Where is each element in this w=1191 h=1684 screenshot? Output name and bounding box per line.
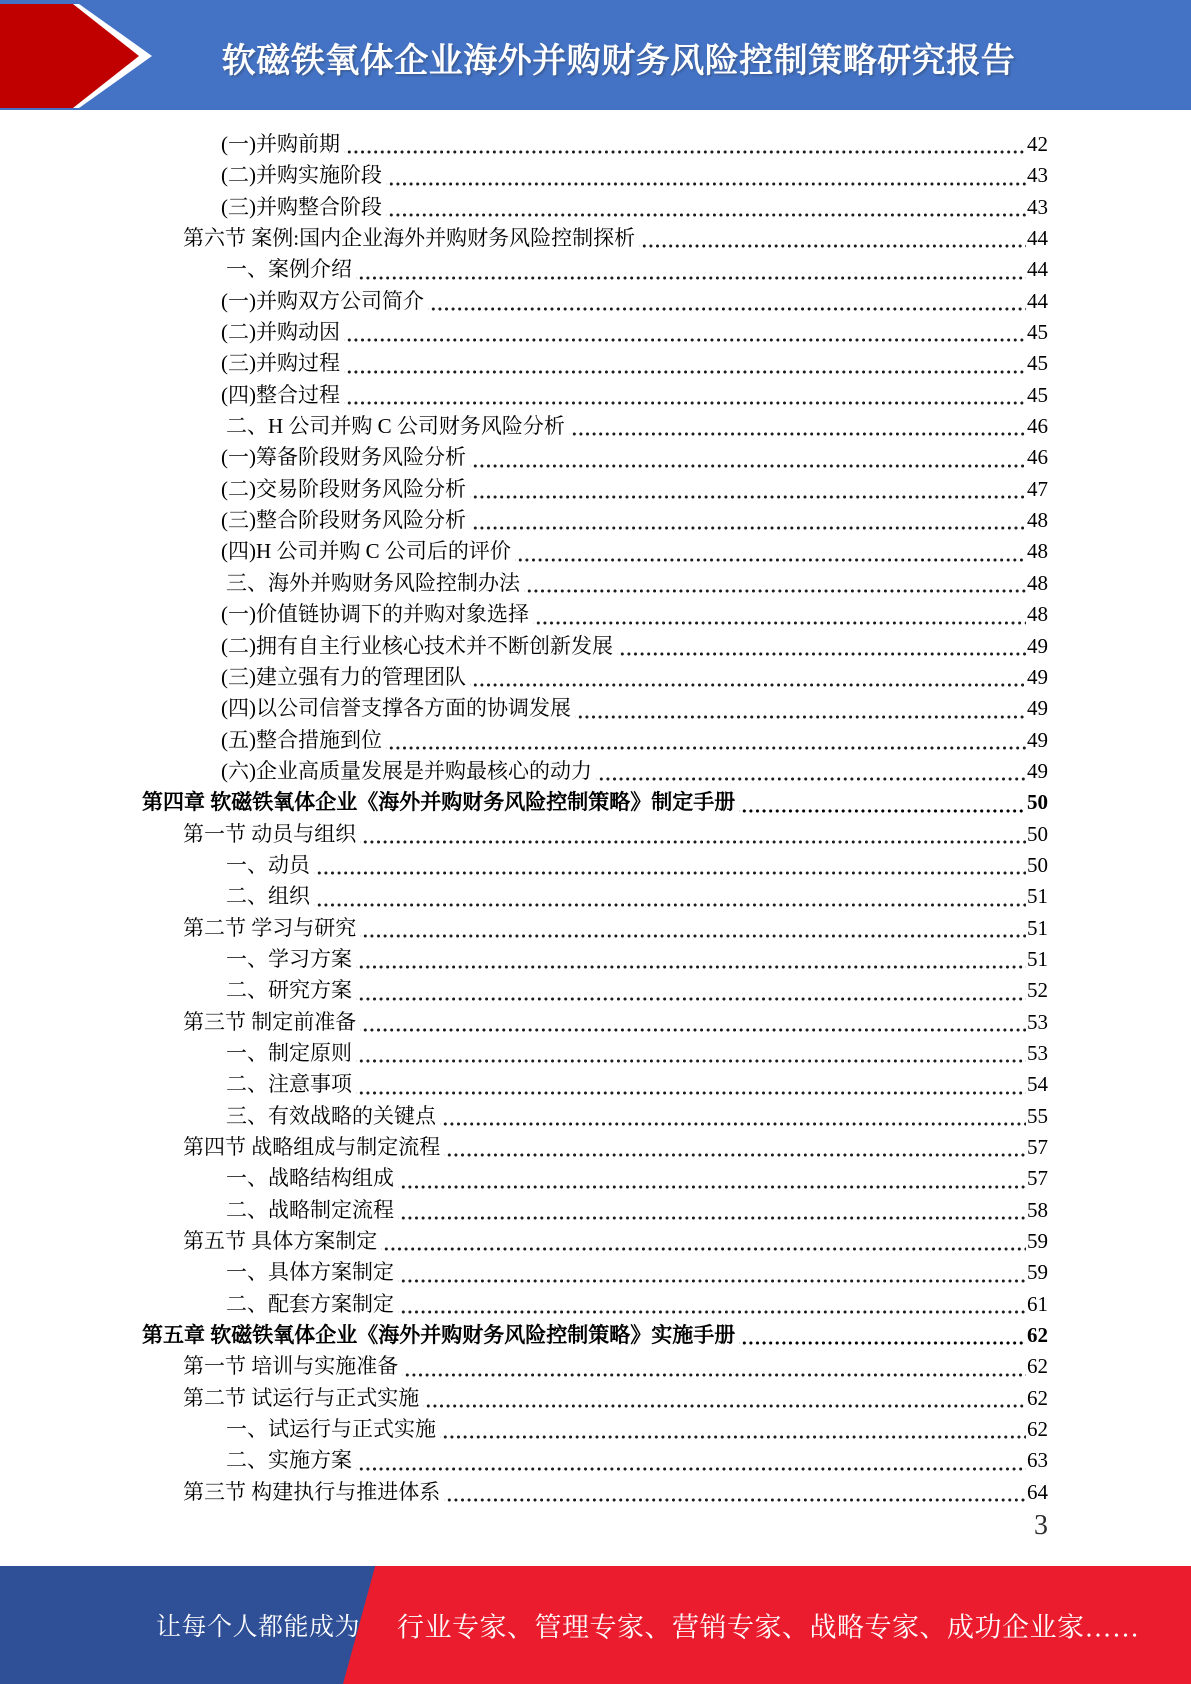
toc-leader-dots bbox=[356, 254, 1026, 285]
toc-leader-dots bbox=[356, 944, 1026, 975]
toc-page-number: 47 bbox=[1027, 476, 1048, 501]
toc-entry-label: (三)并购整合阶段 bbox=[221, 194, 382, 219]
toc-entry[interactable] bbox=[0, 1069, 1048, 1100]
toc-leader-dots bbox=[428, 286, 1026, 317]
toc-entry-label: (五)整合措施到位 bbox=[221, 727, 382, 752]
toc-entry-label: 三、有效战略的关键点 bbox=[226, 1103, 436, 1128]
toc-leader-dots bbox=[360, 819, 1026, 850]
toc-leader-dots bbox=[356, 1445, 1026, 1476]
toc-leader-dots bbox=[617, 631, 1026, 662]
toc-entry[interactable] bbox=[0, 1351, 1048, 1382]
toc-leader-dots bbox=[440, 1101, 1026, 1132]
toc-page-number: 62 bbox=[1027, 1323, 1048, 1348]
toc-page-number: 49 bbox=[1027, 633, 1048, 658]
toc-page-number: 62 bbox=[1027, 1354, 1048, 1379]
toc-entry-label: 一、战略结构组成 bbox=[226, 1166, 394, 1191]
toc-entry[interactable] bbox=[0, 474, 1048, 505]
toc-entry-label: 第五节 具体方案制定 bbox=[183, 1229, 378, 1254]
toc-entry[interactable] bbox=[0, 129, 1048, 160]
toc-leader-dots bbox=[470, 505, 1026, 536]
toc-entry-label: (一)并购双方公司简介 bbox=[221, 288, 424, 313]
toc-leader-dots bbox=[398, 1257, 1026, 1288]
toc-entry-label: 二、研究方案 bbox=[226, 978, 352, 1003]
toc-page-number: 45 bbox=[1027, 382, 1048, 407]
toc-page-number: 64 bbox=[1027, 1479, 1048, 1504]
toc-entry[interactable] bbox=[0, 286, 1048, 317]
toc-page-number: 63 bbox=[1027, 1448, 1048, 1473]
toc-page-number: 45 bbox=[1027, 320, 1048, 345]
toc-entry[interactable] bbox=[0, 254, 1048, 285]
toc-leader-dots bbox=[356, 1038, 1026, 1069]
toc-entry-label: (三)并购过程 bbox=[221, 351, 340, 376]
toc-entry[interactable] bbox=[0, 850, 1048, 881]
toc-entry[interactable] bbox=[0, 160, 1048, 191]
toc-page-number: 59 bbox=[1027, 1229, 1048, 1254]
toc-leader-dots bbox=[596, 756, 1026, 787]
toc-entry-label: 一、具体方案制定 bbox=[226, 1260, 394, 1285]
toc-page-number: 44 bbox=[1027, 257, 1048, 282]
toc-leader-dots bbox=[360, 913, 1026, 944]
toc-entry[interactable] bbox=[0, 944, 1048, 975]
toc-page-number: 52 bbox=[1027, 978, 1048, 1003]
toc-leader-dots bbox=[386, 192, 1026, 223]
toc-entry-label: 二、战略制定流程 bbox=[226, 1197, 394, 1222]
toc-page-number: 54 bbox=[1027, 1072, 1048, 1097]
toc-page-number: 51 bbox=[1027, 915, 1048, 940]
page-number: 3 bbox=[1034, 1510, 1048, 1541]
toc-entry[interactable] bbox=[0, 1038, 1048, 1069]
toc-leader-dots bbox=[314, 850, 1026, 881]
toc-leader-dots bbox=[440, 1414, 1026, 1445]
toc-list bbox=[0, 129, 1048, 1508]
toc-leader-dots bbox=[444, 1132, 1026, 1163]
toc-leader-dots bbox=[423, 1383, 1026, 1414]
toc-page-number: 62 bbox=[1027, 1417, 1048, 1442]
toc-entry-label: (二)并购动因 bbox=[221, 320, 340, 345]
toc-leader-dots bbox=[739, 1320, 1026, 1351]
toc-page-number: 53 bbox=[1027, 1040, 1048, 1065]
toc-entry-label: (四)整合过程 bbox=[221, 382, 340, 407]
toc-entry-label: (二)拥有自主行业核心技术并不断创新发展 bbox=[221, 633, 613, 658]
toc-page-number: 58 bbox=[1027, 1197, 1048, 1222]
toc-entry[interactable] bbox=[0, 881, 1048, 912]
toc-page-number: 48 bbox=[1027, 539, 1048, 564]
toc-entry[interactable] bbox=[0, 819, 1048, 850]
toc-entry[interactable] bbox=[0, 1477, 1048, 1508]
footer-slogan-left: 让每个人都能成为 bbox=[156, 1614, 361, 1641]
toc-entry[interactable] bbox=[0, 1195, 1048, 1226]
toc-entry-label: 二、配套方案制定 bbox=[226, 1291, 394, 1316]
toc-leader-dots bbox=[344, 317, 1026, 348]
toc-leader-dots bbox=[739, 787, 1026, 818]
toc-leader-dots bbox=[386, 725, 1026, 756]
toc-page-number: 57 bbox=[1027, 1135, 1048, 1159]
toc-entry-label: (三)整合阶段财务风险分析 bbox=[221, 508, 466, 533]
toc-leader-dots bbox=[533, 599, 1026, 630]
toc-entry-label: (一)筹备阶段财务风险分析 bbox=[221, 445, 466, 470]
toc-entry-label: 第六节 案例:国内企业海外并购财务风险控制探析 bbox=[183, 226, 636, 251]
toc-leader-dots bbox=[569, 411, 1026, 442]
toc-entry-label: 第二节 学习与研究 bbox=[183, 915, 357, 940]
toc-entry-label: 第五章 软磁铁氧体企业《海外并购财务风险控制策略》实施手册 bbox=[142, 1323, 736, 1348]
toc-entry[interactable] bbox=[0, 1257, 1048, 1288]
toc-page-number: 55 bbox=[1027, 1103, 1048, 1128]
toc-entry[interactable] bbox=[0, 1445, 1048, 1476]
toc-page-number: 48 bbox=[1027, 508, 1048, 533]
toc-entry-label: 一、试运行与正式实施 bbox=[226, 1417, 436, 1442]
toc-leader-dots bbox=[398, 1163, 1026, 1194]
toc-entry[interactable] bbox=[0, 1289, 1048, 1320]
toc-page-number: 43 bbox=[1027, 194, 1048, 219]
toc-entry[interactable] bbox=[0, 442, 1048, 473]
toc-page-number: 44 bbox=[1027, 288, 1048, 313]
toc-entry[interactable] bbox=[0, 1101, 1048, 1132]
toc-leader-dots bbox=[398, 1195, 1026, 1226]
toc-leader-dots bbox=[639, 223, 1026, 254]
toc-entry[interactable] bbox=[0, 1163, 1048, 1194]
toc-entry-label: 二、H 公司并购 C 公司财务风险分析 bbox=[226, 414, 565, 439]
toc-leader-dots bbox=[444, 1477, 1026, 1508]
toc-entry[interactable] bbox=[0, 317, 1048, 348]
toc-entry-label: (一)并购前期 bbox=[221, 132, 340, 156]
toc-entry-label: 第一节 动员与组织 bbox=[183, 821, 357, 846]
toc-leader-dots bbox=[575, 693, 1026, 724]
toc-entry[interactable] bbox=[0, 380, 1048, 411]
toc-entry-label: 第三节 制定前准备 bbox=[183, 1009, 357, 1034]
toc-entry[interactable] bbox=[0, 631, 1048, 662]
toc-entry[interactable] bbox=[0, 1320, 1048, 1351]
toc-entry[interactable] bbox=[0, 1132, 1048, 1163]
toc-entry-label: (四)以公司信誉支撑各方面的协调发展 bbox=[221, 696, 571, 721]
toc-leader-dots bbox=[470, 474, 1026, 505]
toc-page-number: 62 bbox=[1027, 1385, 1048, 1410]
toc-leader-dots bbox=[386, 160, 1026, 191]
toc-entry[interactable] bbox=[0, 725, 1048, 756]
toc-page-number: 53 bbox=[1027, 1009, 1048, 1034]
toc-leader-dots bbox=[398, 1289, 1026, 1320]
toc-entry[interactable] bbox=[0, 1414, 1048, 1445]
toc-entry[interactable] bbox=[0, 662, 1048, 693]
toc-entry-label: (二)交易阶段财务风险分析 bbox=[221, 476, 466, 501]
toc-entry-label: 第二节 试运行与正式实施 bbox=[183, 1385, 420, 1410]
toc-leader-dots bbox=[344, 129, 1026, 160]
toc-entry-label: 第四节 战略组成与制定流程 bbox=[183, 1135, 441, 1159]
toc-page-number: 48 bbox=[1027, 570, 1048, 595]
toc-leader-dots bbox=[470, 662, 1026, 693]
toc-page-number: 61 bbox=[1027, 1291, 1048, 1316]
toc-entry-label: 二、注意事项 bbox=[226, 1072, 352, 1097]
toc-page-number: 42 bbox=[1027, 132, 1048, 156]
toc-leader-dots bbox=[356, 975, 1026, 1006]
toc-entry[interactable] bbox=[0, 1226, 1048, 1257]
toc-page-number: 50 bbox=[1027, 852, 1048, 877]
toc-entry[interactable] bbox=[0, 693, 1048, 724]
toc-entry-label: (二)并购实施阶段 bbox=[221, 163, 382, 188]
toc-leader-dots bbox=[524, 568, 1026, 599]
toc-entry-label: 第三节 构建执行与推进体系 bbox=[183, 1479, 441, 1504]
toc-leader-dots bbox=[381, 1226, 1026, 1257]
toc-entry-label: 一、制定原则 bbox=[226, 1040, 352, 1065]
footer-banner bbox=[0, 1566, 1191, 1684]
toc-page-number: 43 bbox=[1027, 163, 1048, 188]
toc-page-number: 46 bbox=[1027, 414, 1048, 439]
toc-entry[interactable] bbox=[0, 411, 1048, 442]
toc-entry[interactable] bbox=[0, 1007, 1048, 1038]
toc-entry[interactable] bbox=[0, 756, 1048, 787]
toc-entry[interactable] bbox=[0, 787, 1048, 818]
toc-leader-dots bbox=[470, 442, 1026, 473]
toc-entry-label: (四)H 公司并购 C 公司后的评价 bbox=[221, 539, 511, 564]
toc-entry-label: (一)价值链协调下的并购对象选择 bbox=[221, 602, 529, 627]
toc-entry[interactable] bbox=[0, 975, 1048, 1006]
toc-entry-label: 二、组织 bbox=[226, 884, 310, 909]
toc-entry[interactable] bbox=[0, 1383, 1048, 1414]
toc-page-number: 51 bbox=[1027, 884, 1048, 909]
toc-leader-dots bbox=[515, 536, 1026, 567]
toc-leader-dots bbox=[356, 1069, 1026, 1100]
toc-entry[interactable] bbox=[0, 505, 1048, 536]
toc-entry[interactable] bbox=[0, 568, 1048, 599]
toc-page-number: 48 bbox=[1027, 602, 1048, 627]
footer-slogan-right: 行业专家、管理专家、营销专家、战略专家、成功企业家…… bbox=[397, 1612, 1140, 1643]
toc-entry-label: (六)企业高质量发展是并购最核心的动力 bbox=[221, 758, 592, 783]
toc-leader-dots bbox=[402, 1351, 1026, 1382]
toc-page-number: 49 bbox=[1027, 758, 1048, 783]
toc-page-number: 57 bbox=[1027, 1166, 1048, 1191]
toc-entry-label: 一、动员 bbox=[226, 852, 310, 877]
toc-page-number: 49 bbox=[1027, 727, 1048, 752]
toc-entry[interactable] bbox=[0, 599, 1048, 630]
toc-leader-dots bbox=[344, 380, 1026, 411]
toc-entry[interactable] bbox=[0, 536, 1048, 567]
toc-page-number: 50 bbox=[1027, 790, 1048, 815]
toc-entry-label: 第四章 软磁铁氧体企业《海外并购财务风险控制策略》制定手册 bbox=[142, 790, 736, 815]
toc-entry[interactable] bbox=[0, 348, 1048, 379]
report-title: 软磁铁氧体企业海外并购财务风险控制策略研究报告 bbox=[221, 42, 1016, 80]
toc-leader-dots bbox=[314, 881, 1026, 912]
toc-page-number: 50 bbox=[1027, 821, 1048, 846]
toc-entry-label: 三、海外并购财务风险控制办法 bbox=[226, 570, 520, 595]
toc-entry[interactable] bbox=[0, 192, 1048, 223]
toc-page-number: 49 bbox=[1027, 696, 1048, 721]
toc-page-number: 59 bbox=[1027, 1260, 1048, 1285]
toc-page-number: 46 bbox=[1027, 445, 1048, 470]
toc-entry-label: 一、案例介绍 bbox=[226, 257, 352, 282]
toc-page-number: 49 bbox=[1027, 664, 1048, 689]
toc-entry-label: 一、学习方案 bbox=[226, 946, 352, 971]
toc-entry[interactable] bbox=[0, 223, 1048, 254]
toc-page-number: 44 bbox=[1027, 226, 1048, 251]
toc-entry-label: (三)建立强有力的管理团队 bbox=[221, 664, 466, 689]
toc-entry[interactable] bbox=[0, 913, 1048, 944]
toc-leader-dots bbox=[344, 348, 1026, 379]
toc-page-number: 51 bbox=[1027, 946, 1048, 971]
toc-entry-label: 二、实施方案 bbox=[226, 1448, 352, 1473]
toc-leader-dots bbox=[360, 1007, 1026, 1038]
toc-entry-label: 第一节 培训与实施准备 bbox=[183, 1354, 399, 1379]
header-banner bbox=[0, 0, 1191, 110]
toc-page-number: 45 bbox=[1027, 351, 1048, 376]
